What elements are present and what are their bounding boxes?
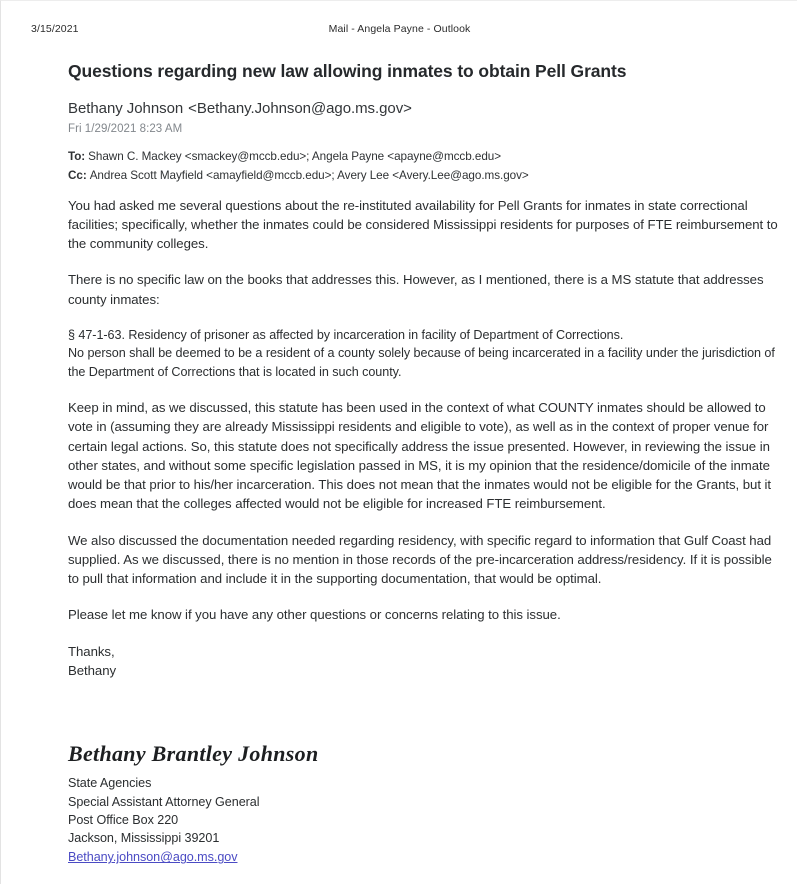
email-message — [68, 61, 780, 697]
email-sent-timestamp: Fri 1/29/2021 8:23 AM — [68, 123, 183, 136]
signature-line-3: Post Office Box 220 — [68, 812, 179, 827]
recipients-to-row — [68, 148, 780, 166]
email-recipients — [68, 148, 780, 184]
body-paragraph-3: Keep in mind, as we discussed, this statute has been used in the context of what COUNTY inmates should be allowed to vote in (assuming they are already Mississippi residents and eligible to vote), as well as in the context of proper venue for certain legal actions. So, this statute does not specifically address the issue presented. However, in reviewing the issue in other states, and without some specific legislation passed in MS, it is my opinion that the residence/domicile of the inmate would be that prior to his/her incarceration. This does not mean that the inmates would not be eligible for the Grants, but it does mean that the colleges affected would not be eligible for increased FTE reimbursement. — [68, 400, 772, 512]
email-subject: Questions regarding new law allowing inmates to obtain Pell Grants — [68, 61, 627, 81]
closing-name: Bethany — [68, 663, 117, 678]
body-paragraph-1: You had asked me several questions about the re-instituted availability for Pell Grants for inmates in state correctional facilities; specifically, whether the inmates could be considered Mississippi residents for purposes of FTE reimbursement to the community colleges. — [68, 197, 778, 252]
to-label: To: — [68, 150, 86, 164]
body-paragraph-4: We also discussed the documentation needed regarding residency, with specific regard to information that Gulf Coast had supplied. As we discussed, there is no mention in those records of the pre-incarceration address/residency. If it is possible to pull that information and include it in the supporting documentation, that would be optimal. — [68, 532, 772, 587]
email-sender — [68, 99, 780, 119]
closing-salutation: Thanks, — [68, 643, 115, 659]
signature-line-1: State Agencies — [68, 776, 152, 791]
signature-line-2: Special Assistant Attorney General — [68, 794, 260, 809]
sender-name: Bethany Johnson — [68, 99, 184, 117]
sender-email: <Bethany.Johnson@ago.ms.gov> — [188, 99, 412, 117]
statute-title: § 47-1-63. Residency of prisoner as affected by incarceration in facility of Department of Corrections. — [68, 327, 624, 342]
to-value: Shawn C. Mackey <smackey@mccb.edu>; Angela Payne <apayne@mccb.edu> — [88, 150, 501, 164]
signature-name: Bethany Brantley Johnson — [68, 741, 319, 766]
print-header — [1, 23, 797, 39]
signature-line-4: Jackson, Mississippi 39201 — [68, 831, 220, 846]
signature-details — [68, 774, 568, 866]
cc-label: Cc: — [68, 168, 87, 182]
statute-block — [68, 326, 780, 381]
email-body — [68, 196, 780, 681]
email-signature — [68, 741, 568, 867]
print-date: 3/15/2021 — [31, 23, 79, 35]
body-paragraph-5: Please let me know if you have any other questions or concerns relating to this issue. — [68, 607, 561, 623]
signature-email-link[interactable]: Bethany.johnson@ago.ms.gov — [68, 850, 238, 865]
recipients-cc-row — [68, 167, 780, 185]
body-paragraph-2: There is no specific law on the books that addresses this. However, as I mentioned, there is a MS statute that addresses county inmates: — [68, 272, 764, 307]
cc-value: Andrea Scott Mayfield <amayfield@mccb.edu>; Avery Lee <Avery.Lee@ago.ms.gov> — [89, 168, 529, 182]
statute-text: No person shall be deemed to be a resident of a county solely because of being incarcerated in a facility under the jurisdiction of the Department of Corrections that is located in such county. — [68, 346, 775, 379]
print-page-title: Mail - Angela Payne - Outlook — [328, 23, 471, 35]
